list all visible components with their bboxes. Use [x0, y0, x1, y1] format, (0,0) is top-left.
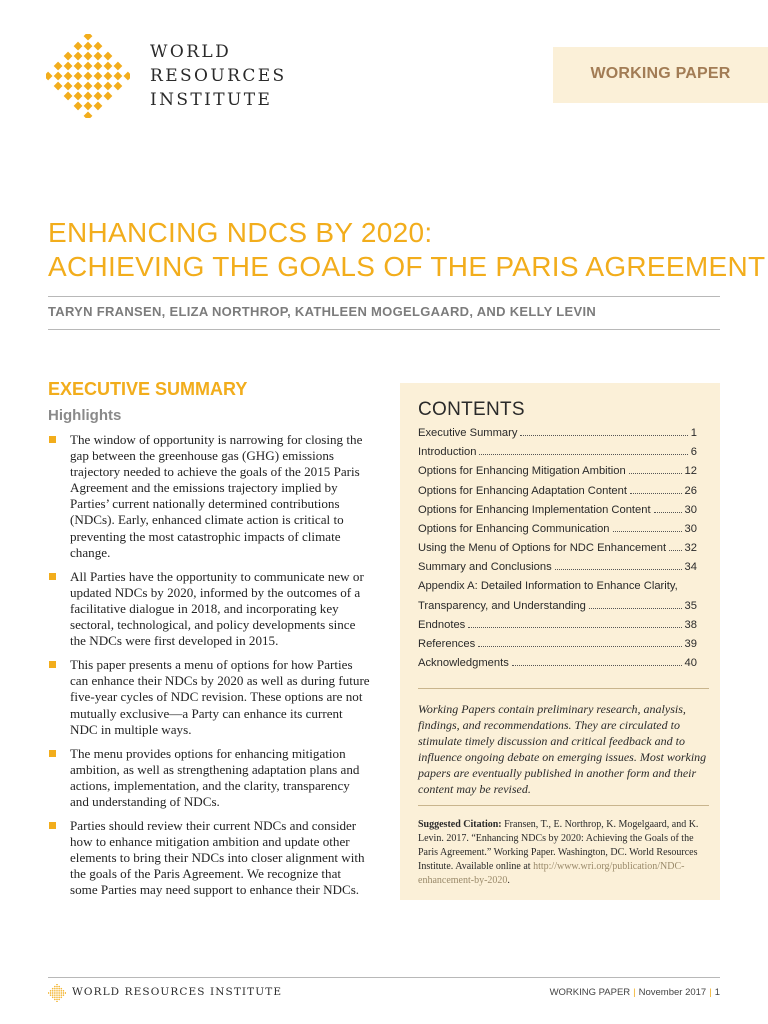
logo-diamond-cell: [60, 994, 62, 996]
footer-series: WORKING PAPER: [549, 987, 631, 998]
logo-diamond-cell: [54, 72, 63, 81]
woven-diamond-logo-icon: [46, 34, 130, 118]
dot-leader: [654, 503, 682, 513]
logo-diamond-cell: [52, 990, 54, 992]
toc-entry-page: 6: [690, 446, 697, 459]
toc-entry-page: 26: [684, 484, 697, 497]
logo-diamond-cell: [74, 62, 83, 71]
logo-diamond-cell: [84, 102, 93, 111]
title-line: ENHANCING NDCS BY 2020:: [48, 217, 433, 248]
toc-entry-page: 34: [684, 561, 697, 574]
toc-entry[interactable]: [418, 599, 697, 618]
logo-diamond-cell: [54, 62, 63, 71]
table-of-contents: [418, 426, 697, 675]
logo-diamond-cell: [56, 1001, 58, 1002]
bullet-text: The menu provides options for enhancing mitigation ambition, as well as strengthening adaptation plans and actions, implementation, and the clarity, transparency and understanding of NDCs.: [70, 745, 360, 809]
logo-diamond-cell: [74, 82, 83, 91]
bullet-square-icon: [49, 436, 56, 443]
toc-entry-page: 35: [684, 599, 697, 612]
dot-leader: [630, 484, 682, 494]
highlights-list: [48, 432, 370, 907]
working-paper-badge-label: WORKING PAPER: [590, 65, 731, 82]
bullet-text: Parties should review their current NDCs and consider how to enhance mitigation ambition and update other elements to bring their NDCs into closer alignment with the goals of the Paris Agreement. We recognize that some Parties may need support to enhance their NDCs.: [70, 818, 365, 898]
logo-diamond-cell: [56, 996, 58, 998]
footer-separator: |: [633, 987, 636, 998]
citation-label: Suggested Citation:: [418, 819, 502, 830]
dot-leader: [669, 541, 681, 551]
logo-diamond-cell: [58, 992, 60, 994]
org-name-line: RESOURCES: [150, 66, 287, 86]
logo-diamond-cell: [60, 988, 62, 990]
logo-diamond-cell: [54, 988, 56, 990]
logo-diamond-cell: [60, 996, 62, 998]
list-item: [48, 657, 370, 737]
logo-diamond-cell: [114, 72, 123, 81]
logo-diamond-cell: [54, 82, 63, 91]
toc-entry-page: 32: [684, 542, 697, 555]
toc-entry-label: Options for Enhancing Adaptation Content: [418, 484, 627, 497]
logo-diamond-cell: [58, 986, 60, 988]
title-divider: [48, 296, 720, 297]
toc-entry-page: 38: [684, 618, 697, 631]
logo-diamond-cell: [94, 52, 103, 61]
dot-leader: [555, 560, 682, 570]
logo-diamond-cell: [54, 986, 56, 988]
list-item: [48, 432, 370, 561]
dot-leader: [468, 618, 681, 628]
toc-entry[interactable]: [418, 484, 697, 503]
logo-diamond-cell: [84, 92, 93, 101]
logo-diamond-cell: [114, 82, 123, 91]
logo-diamond-cell: [56, 994, 58, 996]
logo-diamond-cell: [54, 998, 56, 1000]
bullet-square-icon: [49, 661, 56, 668]
logo-diamond-cell: [48, 992, 49, 994]
logo-diamond-cell: [58, 998, 60, 1000]
toc-entry-page: 30: [684, 522, 697, 535]
logo-diamond-cell: [52, 996, 54, 998]
logo-diamond-cell: [50, 990, 52, 992]
subsection-heading: Highlights: [48, 407, 122, 424]
bullet-square-icon: [49, 750, 56, 757]
toc-entry-label: Summary and Conclusions: [418, 561, 552, 574]
org-name-line: INSTITUTE: [150, 90, 273, 110]
toc-entry-label: Options for Enhancing Implementation Content: [418, 503, 651, 516]
logo-diamond-cell: [60, 992, 62, 994]
contents-divider: [418, 805, 709, 806]
logo-diamond-cell: [54, 996, 56, 998]
toc-entry[interactable]: [418, 637, 697, 656]
toc-entry[interactable]: [418, 522, 697, 541]
working-paper-badge: [553, 47, 768, 103]
logo-diamond-cell: [84, 62, 93, 71]
logo-diamond-cell: [46, 72, 53, 81]
logo-diamond-cell: [50, 994, 52, 996]
toc-entry-label: Transparency, and Understanding: [418, 599, 586, 612]
toc-entry-label: Options for Enhancing Communication: [418, 522, 610, 535]
bullet-text: The window of opportunity is narrowing for closing the gap between the greenhouse gas (GHG) emissions trajectory needed to achieve the goals of the 2015 Paris Agreement and the emissions trajectory implied by Parties’ current nationally determined contributions (NDCs). Early, enhanced climate action is critical to preventing the most catastrophic impacts of climate change.: [70, 432, 363, 560]
list-item: [48, 569, 370, 649]
logo-diamond-cell: [58, 994, 60, 996]
logo-diamond-cell: [104, 92, 113, 101]
toc-entry-label: Acknowledgments: [418, 657, 509, 670]
bullet-text: All Parties have the opportunity to communicate new or updated NDCs by 2020, informed by the outcomes of a facilitative dialogue in 2018, and incorporating key sectoral, technological, and policy developments since the NDCs were first developed in 2015.: [70, 568, 364, 649]
logo-diamond-cell: [104, 82, 113, 91]
toc-entry[interactable]: [418, 560, 697, 579]
toc-entry-page: 12: [684, 465, 697, 478]
logo-diamond-cell: [84, 82, 93, 91]
toc-entry[interactable]: [418, 464, 697, 483]
toc-entry[interactable]: [418, 503, 697, 522]
logo-diamond-cell: [94, 42, 103, 51]
logo-diamond-cell: [58, 990, 60, 992]
dot-leader: [613, 522, 682, 532]
contents-heading: CONTENTS: [418, 399, 525, 420]
toc-entry-label: Options for Enhancing Mitigation Ambition: [418, 465, 626, 478]
logo-diamond-cell: [50, 992, 52, 994]
logo-diamond-cell: [56, 984, 58, 985]
woven-diamond-logo-icon: [48, 984, 66, 1002]
logo-diamond-cell: [56, 986, 58, 988]
footer-divider: [48, 977, 720, 978]
document-title: [48, 216, 766, 284]
dot-leader: [520, 426, 687, 436]
logo-diamond-cell: [104, 72, 113, 81]
logo-diamond-cell: [104, 52, 113, 61]
logo-diamond-cell: [58, 996, 60, 998]
contents-divider: [418, 688, 709, 689]
toc-entry-label: References: [418, 638, 476, 651]
logo-diamond-cell: [74, 42, 83, 51]
logo-diamond-cell: [64, 82, 73, 91]
logo-diamond-cell: [84, 112, 93, 119]
dot-leader: [629, 464, 682, 474]
author-divider: [48, 329, 720, 330]
list-item: [48, 746, 370, 810]
toc-entry-label: Executive Summary: [418, 427, 518, 439]
working-paper-note: Working Papers contain preliminary research, analysis, findings, and recommendations. They are circulated to stimulate timely discussion and critical feedback and to influence ongoing debate on emerging issues. Most working papers are eventually published in another form and their content may be revised.: [418, 702, 707, 796]
dot-leader: [478, 637, 681, 647]
logo-diamond-cell: [74, 72, 83, 81]
logo-diamond-cell: [94, 72, 103, 81]
toc-entry-label: Introduction: [418, 446, 477, 459]
dot-leader: [589, 599, 682, 609]
logo-diamond-cell: [124, 72, 131, 81]
citation-link[interactable]: http://www.wri.org/publication/NDC-enhancement-by-2020: [418, 861, 685, 886]
bullet-square-icon: [49, 573, 56, 580]
logo-diamond-cell: [54, 994, 56, 996]
logo-diamond-cell: [62, 992, 64, 994]
logo-diamond-cell: [56, 990, 58, 992]
logo-diamond-cell: [104, 62, 113, 71]
logo-diamond-cell: [62, 990, 64, 992]
footer-separator: |: [709, 987, 712, 998]
list-item: [48, 818, 370, 898]
logo-diamond-cell: [52, 994, 54, 996]
logo-diamond-cell: [94, 62, 103, 71]
logo-diamond-cell: [52, 992, 54, 994]
toc-entry[interactable]: [418, 656, 697, 675]
author-list: TARYN FRANSEN, ELIZA NORTHROP, KATHLEEN MOGELGAARD, AND KELLY LEVIN: [48, 304, 597, 319]
bullet-square-icon: [49, 822, 56, 829]
logo-diamond-cell: [64, 92, 73, 101]
suggested-citation: [418, 818, 708, 888]
logo-diamond-cell: [56, 988, 58, 990]
toc-entry-label: Using the Menu of Options for NDC Enhancement: [418, 542, 667, 555]
dot-leader: [512, 656, 682, 666]
logo-diamond-cell: [56, 998, 58, 1000]
footer-meta: [550, 987, 720, 998]
footer-org-name: WORLD RESOURCES INSTITUTE: [72, 986, 283, 998]
bullet-text: This paper presents a menu of options for how Parties can enhance their NDCs by 2020 as well as during future five-year cycles of NDC revision. These options are not mutually exclusive—a Party can enhance its current NDC in multiple ways.: [70, 657, 370, 737]
toc-entry-label: Endnotes: [418, 618, 466, 631]
toc-entry-page: 39: [684, 638, 697, 651]
logo-diamond-cell: [52, 988, 54, 990]
toc-entry-page: 40: [684, 657, 697, 670]
toc-entry[interactable]: [418, 445, 697, 464]
toc-entry-page: 1: [690, 427, 697, 439]
title-line: ACHIEVING THE GOALS OF THE PARIS AGREEMENT: [48, 251, 766, 282]
org-name-line: WORLD: [150, 42, 232, 62]
citation-end: .: [507, 875, 510, 886]
logo-diamond-cell: [74, 92, 83, 101]
toc-entry[interactable]: [418, 618, 697, 637]
logo-diamond-cell: [64, 72, 73, 81]
org-name: [150, 40, 320, 112]
dot-leader: [479, 445, 687, 455]
logo-diamond-cell: [74, 52, 83, 61]
citation-text: Fransen, T., E. Northrop, K. Mogelgaard, and K. Levin. 2017. “Enhancing NDCs by 2020: Achieving the Goals of the Paris Agreement.” Working Paper. Washington, DC. World Resources Institute. Available online at: [418, 819, 699, 872]
logo-diamond-cell: [94, 92, 103, 101]
section-heading: EXECUTIVE SUMMARY: [48, 379, 248, 399]
toc-entry[interactable]: [418, 426, 697, 445]
logo-diamond-cell: [64, 52, 73, 61]
contents-panel: [400, 383, 720, 900]
logo-diamond-cell: [54, 990, 56, 992]
logo-diamond-cell: [62, 994, 64, 996]
toc-entry[interactable]: [418, 541, 697, 560]
logo-diamond-cell: [54, 992, 56, 994]
logo-diamond-cell: [94, 102, 103, 111]
toc-entry[interactable]: [418, 580, 697, 599]
logo-diamond-cell: [60, 990, 62, 992]
logo-diamond-cell: [74, 102, 83, 111]
logo-diamond-cell: [64, 62, 73, 71]
toc-entry-page: 30: [684, 503, 697, 516]
logo-diamond-cell: [84, 42, 93, 51]
logo-diamond-cell: [94, 82, 103, 91]
logo-diamond-cell: [84, 34, 93, 41]
toc-entry-label: Appendix A: Detailed Information to Enhance Clarity,: [418, 579, 678, 592]
logo-diamond-cell: [84, 72, 93, 81]
logo-diamond-cell: [56, 992, 58, 994]
footer-date: November 2017: [638, 987, 707, 998]
logo-diamond-cell: [114, 62, 123, 71]
logo-diamond-cell: [58, 988, 60, 990]
logo-diamond-cell: [84, 52, 93, 61]
footer-page-number: 1: [714, 987, 720, 998]
logo-diamond-cell: [65, 992, 66, 994]
